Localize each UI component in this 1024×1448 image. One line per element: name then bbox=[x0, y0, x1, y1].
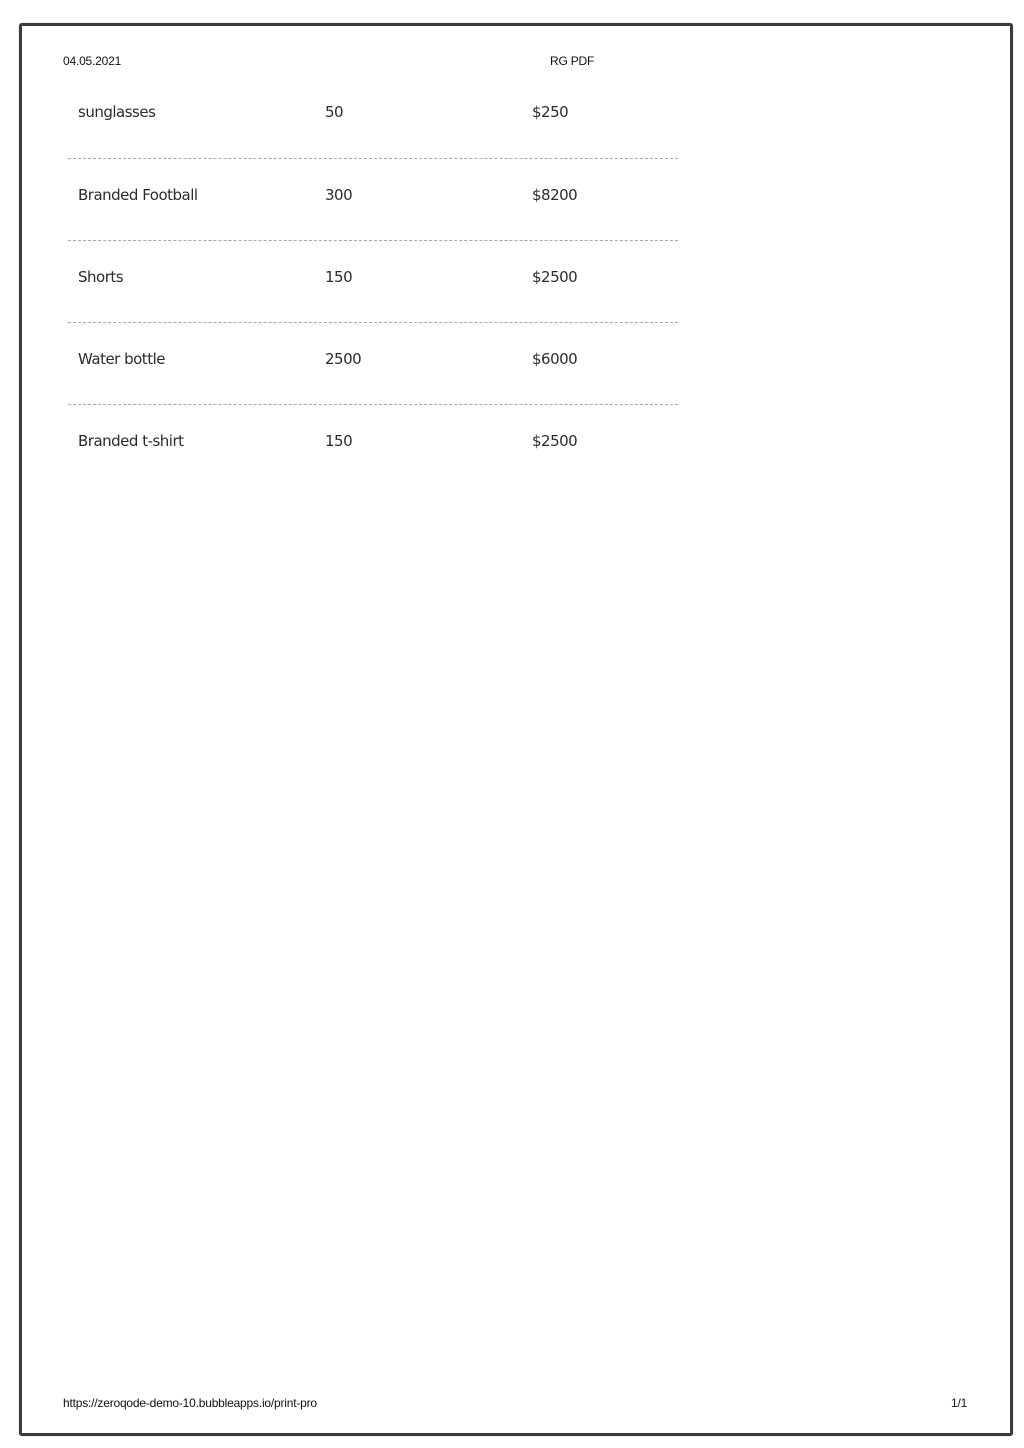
table-row bbox=[68, 322, 678, 404]
item-price: $6000 bbox=[532, 350, 578, 368]
table-row bbox=[68, 240, 678, 322]
header-date: 04.05.2021 bbox=[63, 54, 122, 68]
footer-url: https://zeroqode-demo-10.bubbleapps.io/print-pro bbox=[63, 1396, 317, 1410]
item-quantity: 150 bbox=[325, 268, 353, 286]
pdf-page bbox=[19, 23, 1013, 1436]
item-quantity: 2500 bbox=[325, 350, 362, 368]
item-name: sunglasses bbox=[78, 103, 156, 121]
table-row bbox=[68, 158, 678, 240]
item-quantity: 150 bbox=[325, 432, 353, 450]
item-price: $8200 bbox=[532, 186, 578, 204]
items-table bbox=[68, 96, 678, 486]
item-price: $2500 bbox=[532, 268, 578, 286]
footer-page-number: 1/1 bbox=[951, 1396, 968, 1410]
item-quantity: 300 bbox=[325, 186, 353, 204]
item-name: Branded t-shirt bbox=[78, 432, 184, 450]
item-name: Branded Football bbox=[78, 186, 198, 204]
item-name: Water bottle bbox=[78, 350, 165, 368]
table-row bbox=[68, 96, 678, 158]
item-quantity: 50 bbox=[325, 103, 344, 121]
item-price: $250 bbox=[532, 103, 569, 121]
table-row bbox=[68, 404, 678, 486]
item-price: $2500 bbox=[532, 432, 578, 450]
item-name: Shorts bbox=[78, 268, 124, 286]
header-title: RG PDF bbox=[550, 54, 595, 68]
